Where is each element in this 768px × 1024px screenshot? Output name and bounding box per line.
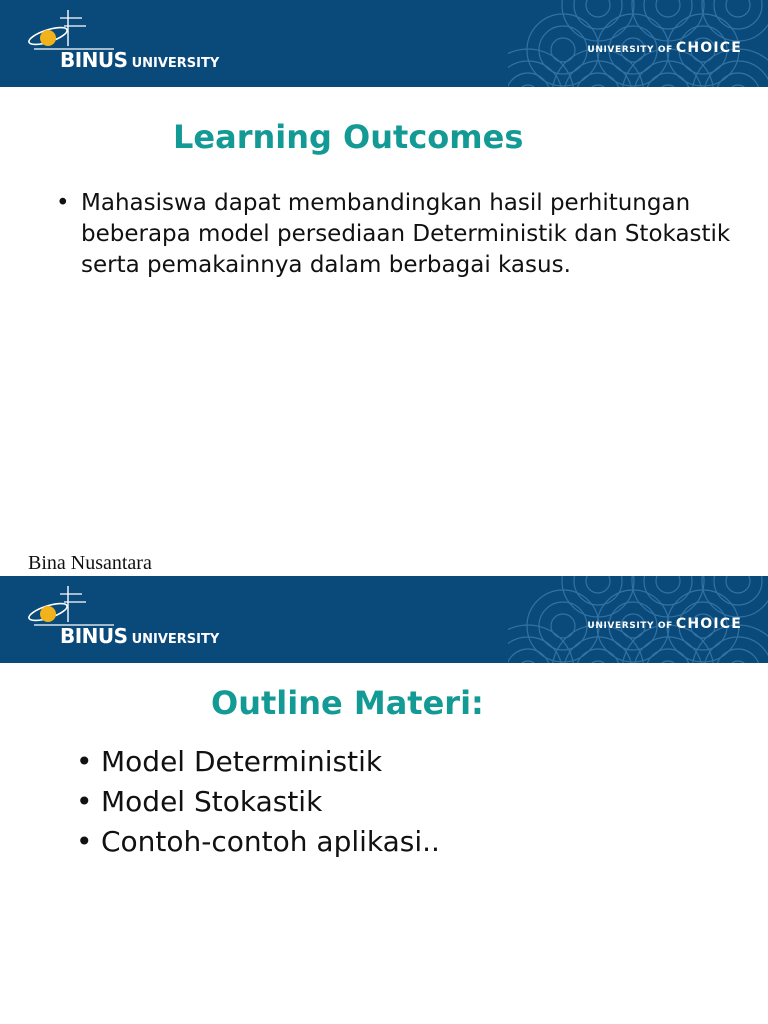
header-banner: [0, 0, 768, 87]
slide-title: Outline Materi:: [211, 684, 484, 722]
logo-wordmark: [60, 48, 219, 72]
list-item: [76, 742, 676, 782]
list-item: [56, 188, 736, 281]
logo-wordmark: [60, 624, 219, 648]
slide-outline-materi: [0, 576, 768, 1024]
bullet-text: Model Stokastik: [101, 785, 323, 818]
bullet-marker: •: [76, 785, 93, 818]
footer-label: Bina Nusantara: [28, 552, 152, 574]
logo-suffix: UNIVERSITY: [131, 56, 220, 71]
tagline-emphasis: CHOICE: [675, 40, 742, 56]
bullet-list: [76, 742, 676, 862]
logo-brand: BINUS: [60, 48, 128, 72]
header-banner: [0, 576, 768, 663]
list-item: [76, 782, 676, 822]
logo-suffix: UNIVERSITY: [131, 632, 220, 647]
bullet-text: Model Deterministik: [101, 745, 383, 778]
binus-logo[interactable]: [24, 582, 244, 652]
bullet-marker: •: [56, 190, 70, 216]
tagline-prefix: UNIVERSITY OF: [587, 45, 673, 55]
slide-title: Learning Outcomes: [173, 118, 524, 156]
bullet-text: Contoh-contoh aplikasi..: [101, 825, 440, 858]
bullet-marker: •: [76, 825, 93, 858]
bullet-list: [56, 188, 736, 281]
bullet-marker: •: [76, 745, 93, 778]
university-tagline: [587, 37, 742, 56]
tagline-prefix: UNIVERSITY OF: [587, 621, 673, 631]
list-item: [76, 822, 676, 862]
logo-brand: BINUS: [60, 624, 128, 648]
bullet-text: Mahasiswa dapat membandingkan hasil perhitungan beberapa model persediaan Deterministik dan Stokastik serta pemakainnya dalam berbagai kasus.: [81, 190, 731, 278]
tagline-emphasis: CHOICE: [675, 616, 742, 632]
university-tagline: [587, 613, 742, 632]
binus-logo[interactable]: [24, 6, 244, 76]
